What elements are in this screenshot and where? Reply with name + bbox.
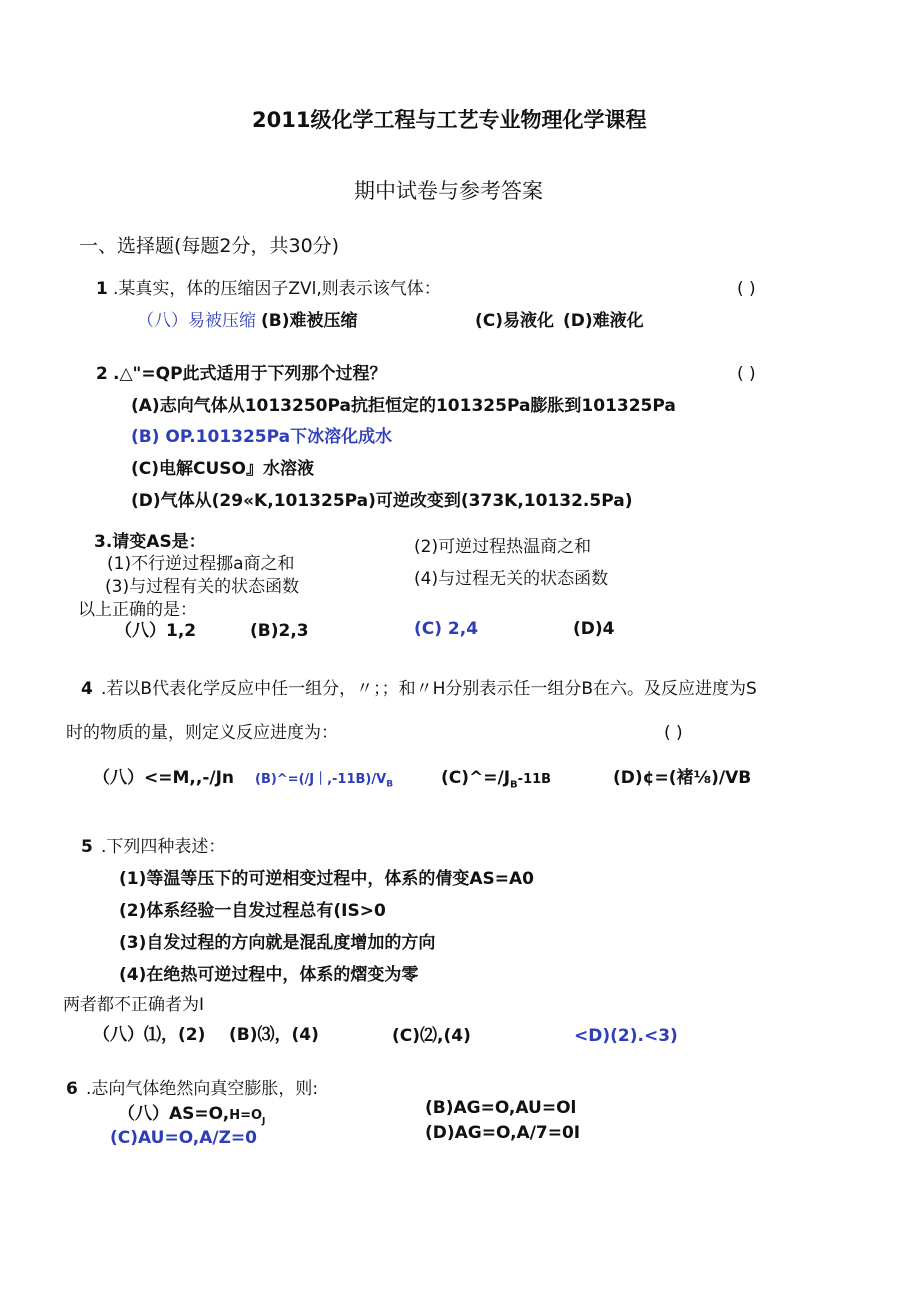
question-4-option-c-subscript: B (510, 779, 518, 791)
question-4-option-d: (D)¢=(褚⅛)/VB (613, 768, 752, 788)
question-5-statement-4: (4)在绝热可逆过程中，体系的熠变为零 (119, 965, 419, 985)
question-4-stem-line-2: 时的物质的量，则定义反应进度为： (66, 723, 338, 743)
question-5-prompt: 两者都不正确者为I (63, 995, 205, 1015)
question-4-option-b (255, 769, 393, 796)
question-5-number: 5 (81, 837, 93, 857)
question-6-option-d: (D)AG=O,A∕7=0I (425, 1123, 581, 1143)
question-3-option-c: (C) 2,4 (414, 619, 479, 639)
question-6-stem: .志向气体绝然向真空膨胀，则: (86, 1079, 319, 1099)
question-6-option-a-text: （八）AS=O, (118, 1104, 230, 1124)
question-4-option-b-text: (B)^=(/J｜,-11B)/V (255, 772, 387, 787)
question-4-stem-line-1: .若以B代表化学反应中任一组分，〃；；和〃H分别表示任一组分B在六。及反应进度为S (101, 679, 757, 699)
question-2-option-b: (B) OP.101325Pa下冰溶化成水 (131, 427, 393, 447)
question-3-statement-4: (4)与过程无关的状态函数 (414, 569, 609, 589)
question-5-option-c: (C)⑵,(4) (392, 1026, 471, 1046)
question-4-number: 4 (81, 679, 93, 699)
question-3-stem: 3.请变AS是： (94, 532, 206, 552)
document-subtitle: 期中试卷与参考答案 (354, 179, 543, 203)
question-1-option-a: （八）易被压缩 (137, 311, 256, 331)
question-6-option-c: (C)AU=O,A∕Z=0 (110, 1128, 257, 1148)
question-5-option-a: （八）⑴，(2) (93, 1025, 206, 1045)
question-3-statement-3: (3)与过程有关的状态函数 (105, 577, 300, 597)
question-6-number: 6 (66, 1079, 78, 1099)
question-2-number: 2 (96, 364, 108, 384)
question-5-option-d: <D)(2).<3) (574, 1026, 678, 1046)
question-4-option-b-subscript: B (386, 779, 394, 790)
question-5-statement-2: (2)体系经验一自发过程总有(IS>0 (119, 901, 386, 921)
question-6-option-a-tail: H=O (229, 1108, 263, 1123)
question-3-option-a: （八）1,2 (115, 621, 197, 641)
question-6-option-b: (B)AG=O,AU=Ol (425, 1098, 577, 1118)
question-6-option-a-subscript: J (262, 1116, 266, 1127)
question-2-stem: .△"=QP此式适用于下列那个过程？ (113, 364, 387, 384)
question-3-prompt: 以上正确的是： (78, 600, 197, 620)
question-1-option-c: (C)易液化 (475, 311, 555, 331)
question-4-option-c-text: (C)^=/J (441, 768, 511, 788)
question-4-option-a: （八）<=M,,-/Jn (93, 768, 235, 788)
question-2-option-a: (A)志向气体从1013250Pa抗拒恒定的101325Pa膨胀到101325Pa (131, 396, 676, 416)
question-3-statement-2: (2)可逆过程热温商之和 (414, 537, 592, 557)
question-2-answer-blank: ( ) (737, 364, 756, 384)
question-5-statement-3: (3)自发过程的方向就是混乱度增加的方向 (119, 933, 436, 953)
question-1-answer-blank: ( ) (737, 279, 756, 299)
question-1-option-d: (D)难液化 (563, 311, 644, 331)
question-3-statement-1: (1)不行逆过程挪a商之和 (107, 554, 295, 574)
document-title: 2011级化学工程与工艺专业物理化学课程 (252, 108, 647, 132)
question-4-option-c (441, 767, 551, 796)
question-5-stem: .下列四种表述： (101, 837, 226, 857)
question-5-option-b: (B)⑶，(4) (229, 1025, 319, 1045)
question-3-option-b: (B)2,3 (250, 621, 309, 641)
question-4-answer-blank: ( ) (664, 723, 683, 743)
question-1-option-b: (B)难被压缩 (261, 311, 358, 331)
question-2-option-c: (C)电解CUSO』水溶液 (131, 459, 314, 479)
section-heading: 一、选择题(每题2分，共30分) (79, 235, 340, 257)
question-5-statement-1: (1)等温等压下的可逆相变过程中，体系的倩变AS=A0 (119, 869, 534, 889)
question-4-option-c-tail: -11B (517, 772, 552, 787)
question-1-stem: .某真实，体的压缩因子ZVl,则表示该气体： (113, 279, 441, 299)
question-2-option-d: (D)气体从(29«K,101325Pa)可逆改变到(373K,10132.5Pa) (131, 491, 633, 511)
question-3-option-d: (D)4 (573, 619, 615, 639)
question-1-number: 1 (96, 279, 108, 299)
